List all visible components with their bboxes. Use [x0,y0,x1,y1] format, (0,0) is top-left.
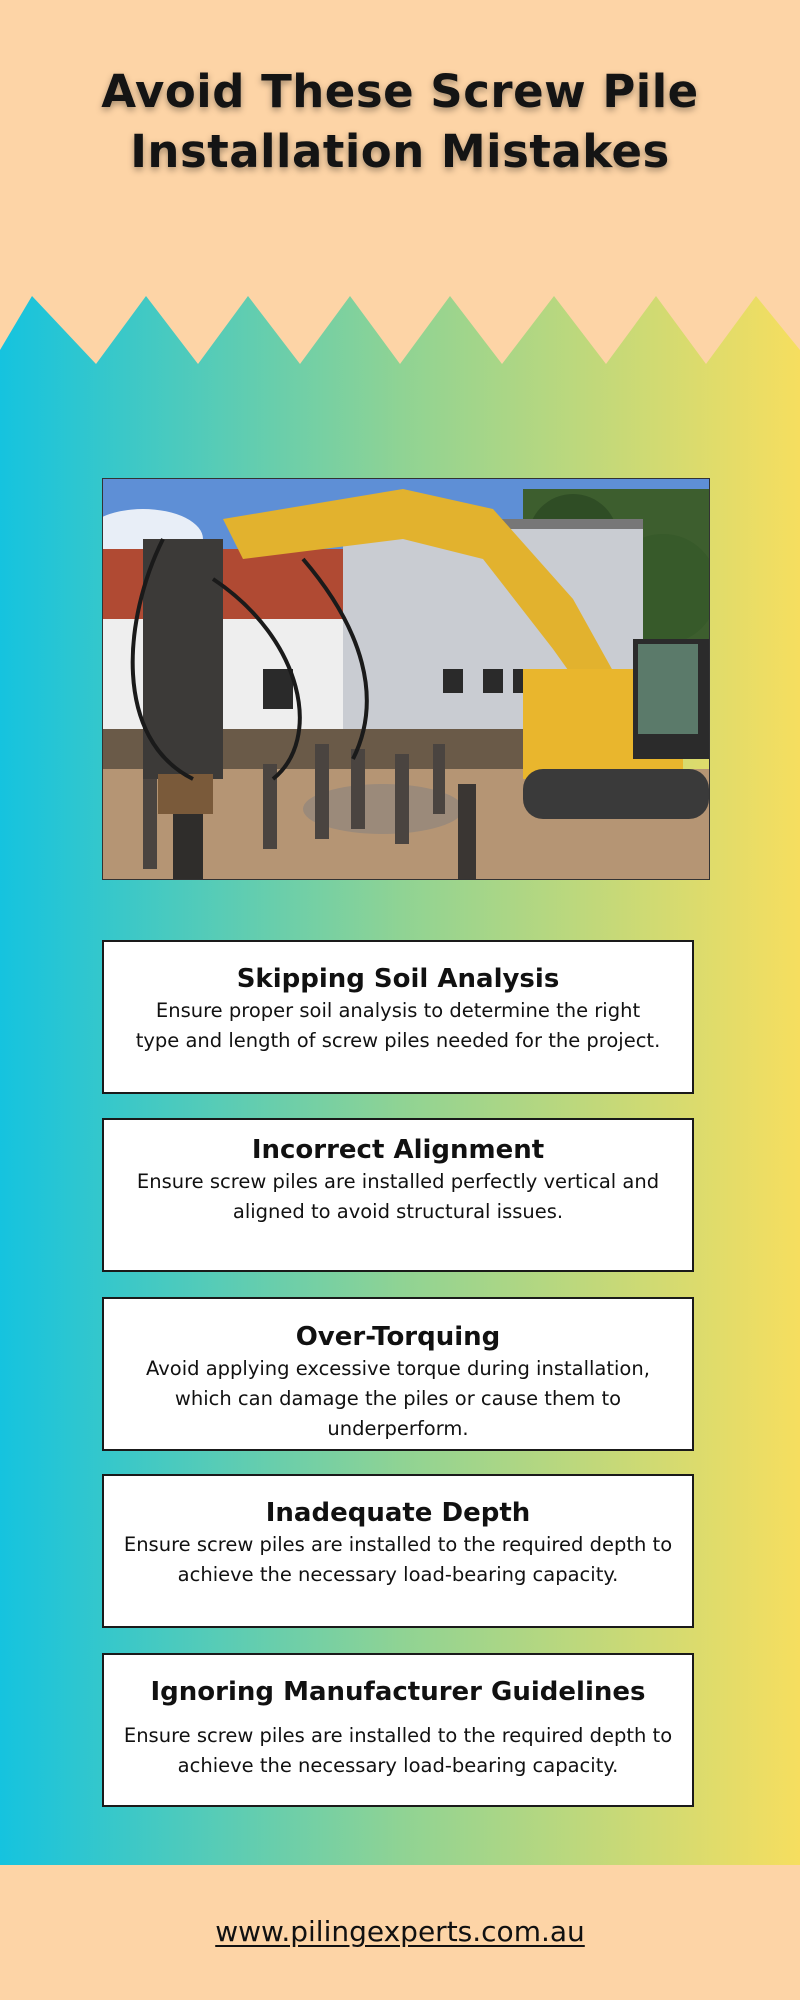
mistake-card-manufacturer-guidelines [102,1653,694,1807]
mistake-heading: Skipping Soil Analysis [236,964,560,994]
mistake-heading: Inadequate Depth [265,1498,531,1528]
mistake-heading: Over-Torquing [295,1322,501,1352]
title-line-2: Installation Mistakes [130,125,670,178]
website-link[interactable]: www.pilingexperts.com.au [215,1915,585,1948]
mistake-text: Ensure screw piles are installed to the required depth to achieve the necessary load-bearing capacity. [123,1724,673,1777]
mistake-card-soil-analysis [102,940,694,1094]
mistake-text: Ensure proper soil analysis to determine the right type and length of screw piles needed for the project. [135,999,661,1052]
mistake-card-alignment [102,1118,694,1272]
mistake-text: Avoid applying excessive torque during installation, which can damage the piles or cause them to underperform. [146,1357,650,1440]
mistake-heading: Ignoring Manufacturer Guidelines [150,1677,646,1707]
mistake-card-over-torquing [102,1297,694,1451]
mistake-text: Ensure screw piles are installed perfectly vertical and aligned to avoid structural issues. [136,1170,660,1223]
mistake-heading: Incorrect Alignment [251,1135,545,1165]
screw-pile-excavator-photo [102,478,710,880]
mistake-card-depth [102,1474,694,1628]
page-title [0,62,800,182]
mistake-text: Ensure screw piles are installed to the required depth to achieve the necessary load-bearing capacity. [123,1533,673,1586]
title-line-1: Avoid These Screw Pile [101,65,699,118]
